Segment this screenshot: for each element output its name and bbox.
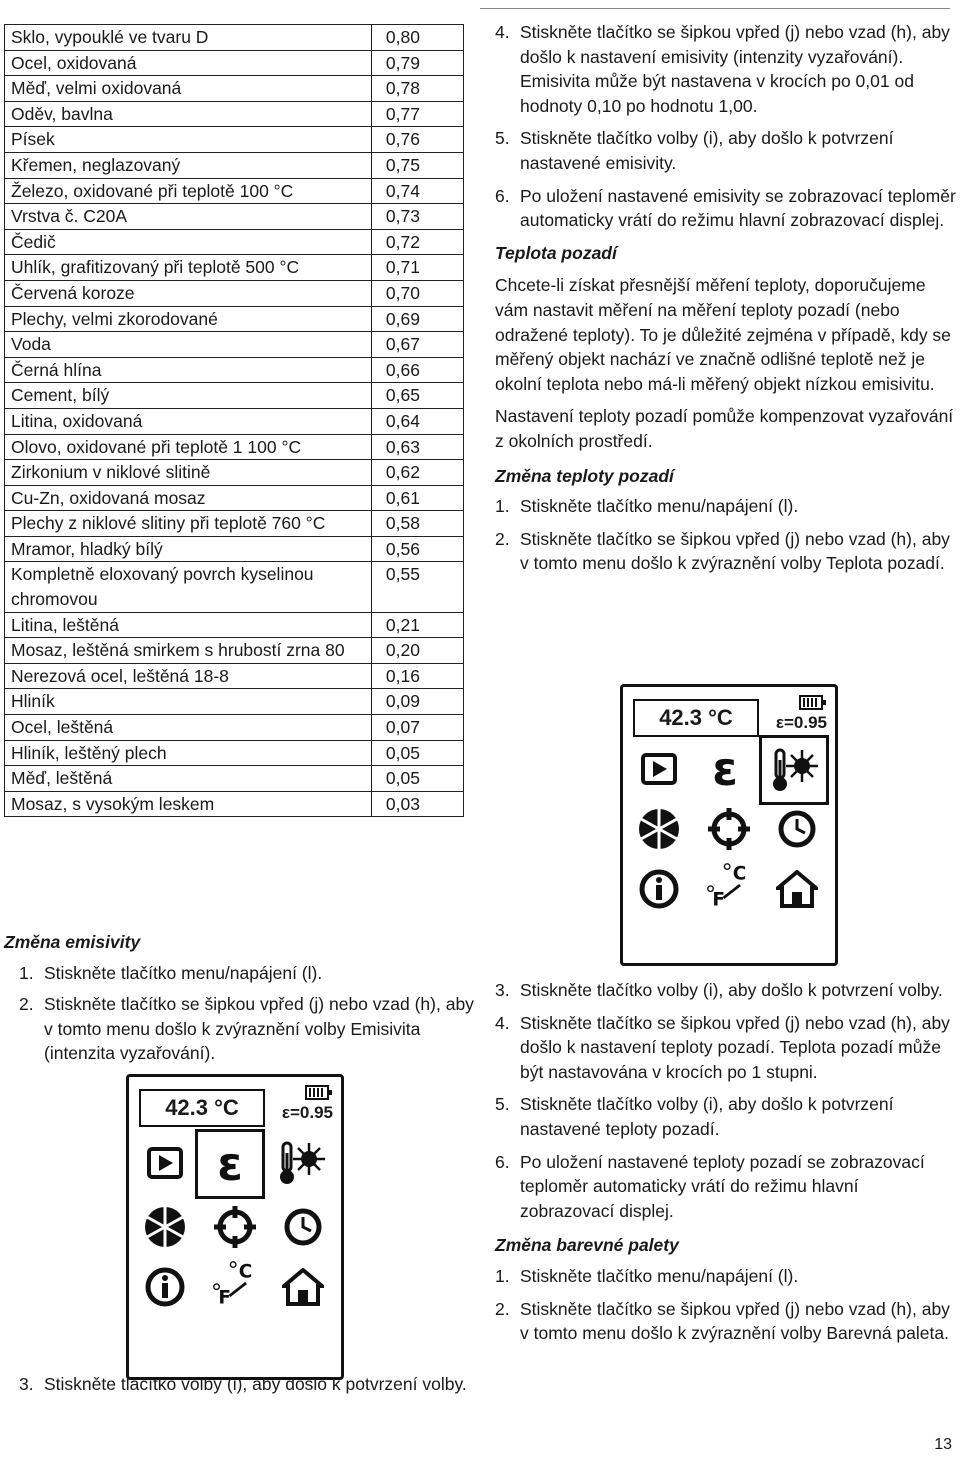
- material-cell: Hliník, leštěný plech: [5, 740, 372, 766]
- emissivity-value-cell: 0,66: [371, 357, 463, 383]
- material-cell: Čedič: [5, 229, 372, 255]
- emissivity-value-cell: 0,70: [371, 280, 463, 306]
- palette-icon: [635, 805, 683, 853]
- emissivity-value-cell: 0,03: [371, 791, 463, 817]
- background-paragraph-2: Nastavení teploty pozadí pomůže kompenzovat vyzařování z okolních prostředí.: [495, 406, 954, 451]
- list-item: 5. Stiskněte tlačítko volby (i), aby došlo k potvrzení nastavené teploty pozadí.: [495, 1094, 894, 1139]
- list-item: 1. Stiskněte tlačítko menu/napájení (l).: [19, 962, 323, 983]
- section-heading-change-background: Změna teploty pozadí: [495, 465, 674, 486]
- emissivity-value-cell: 0,65: [371, 383, 463, 409]
- table-row: [5, 485, 464, 511]
- emissivity-icon: [701, 745, 749, 793]
- table-row: [5, 152, 464, 178]
- emissivity-value-cell: 0,69: [371, 306, 463, 332]
- emissivity-value-cell: 0,16: [371, 663, 463, 689]
- list-item: 2. Stiskněte tlačítko se šipkou vpřed (j) nebo vzad (h), aby v tomto menu došlo k zvýraznění volby Teplota pozadí.: [495, 528, 950, 574]
- home-icon: [773, 865, 821, 913]
- emissivity-value-cell: 0,58: [371, 511, 463, 537]
- section-heading-background: Teplota pozadí: [495, 242, 617, 263]
- list-item: 4. Stiskněte tlačítko se šipkou vpřed (j) nebo vzad (h), aby došlo k nastavení emisivity (intenzity vyzařování). Emisivita může být nastavena v krocích po 0,01 od hodnoty 0,10 po hodnotu 1,00.: [495, 22, 950, 116]
- material-cell: Vrstva č. C20A: [5, 204, 372, 230]
- material-cell: Písek: [5, 127, 372, 153]
- emissivity-readout: ε=0.95: [281, 1103, 333, 1122]
- table-row: [5, 383, 464, 409]
- battery-icon: [799, 695, 823, 710]
- list-item: 3. Stiskněte tlačítko volby (i), aby došlo k potvrzení volby.: [19, 1374, 467, 1394]
- list-item: 2. Stiskněte tlačítko se šipkou vpřed (j) nebo vzad (h), aby v tomto menu došlo k zvýraznění volby Emisivita (intenzita vyzařování).: [19, 994, 474, 1064]
- info-icon: [635, 865, 683, 913]
- material-cell: Plechy, velmi zkorodované: [5, 306, 372, 332]
- left-step-3: [4, 1372, 474, 1397]
- clock-icon: [773, 805, 821, 853]
- table-row: [5, 791, 464, 817]
- emissivity-value-cell: 0,07: [371, 715, 463, 741]
- table-row: [5, 229, 464, 255]
- material-cell: Mosaz, leštěná smirkem s hrubostí zrna 80: [5, 638, 372, 664]
- top-rule: [480, 8, 950, 9]
- battery-icon: [305, 1085, 329, 1100]
- svg-text:F: F: [712, 889, 725, 911]
- material-cell: Litina, leštěná: [5, 612, 372, 638]
- emissivity-steps: [4, 961, 474, 1066]
- table-row: [5, 332, 464, 358]
- material-cell: Nerezová ocel, leštěná 18-8: [5, 663, 372, 689]
- table-row: [5, 255, 464, 281]
- emissivity-value-cell: 0,71: [371, 255, 463, 281]
- material-cell: Měď, velmi oxidovaná: [5, 76, 372, 102]
- emissivity-value-cell: 0,74: [371, 178, 463, 204]
- emissivity-value-cell: 0,79: [371, 50, 463, 76]
- emissivity-icon: [195, 1129, 265, 1199]
- svg-text:C: C: [732, 863, 747, 885]
- play-icon: [141, 1139, 189, 1187]
- material-cell: Měď, leštěná: [5, 766, 372, 792]
- table-row: [5, 25, 464, 51]
- table-row: [5, 766, 464, 792]
- right-column-bottom: [480, 978, 956, 1346]
- material-cell: Cu-Zn, oxidovaná mosaz: [5, 485, 372, 511]
- crosshair-icon: [211, 1203, 259, 1251]
- palette-steps: [480, 1264, 956, 1346]
- table-row: [5, 536, 464, 562]
- table-row: [5, 280, 464, 306]
- table-row: [5, 562, 464, 612]
- emissivity-value-cell: 0,76: [371, 127, 463, 153]
- list-item: 3. Stiskněte tlačítko volby (i), aby došlo k potvrzení volby.: [495, 980, 943, 1000]
- table-row: [5, 357, 464, 383]
- list-item: 2. Stiskněte tlačítko se šipkou vpřed (j) nebo vzad (h), aby v tomto menu došlo k zvýraznění volby Barevná paleta.: [495, 1298, 950, 1344]
- info-icon: [141, 1263, 189, 1311]
- emissivity-value-cell: 0,75: [371, 152, 463, 178]
- material-cell: Voda: [5, 332, 372, 358]
- table-row: [5, 127, 464, 153]
- emissivity-value-cell: 0,77: [371, 101, 463, 127]
- list-item: 4. Stiskněte tlačítko se šipkou vpřed (j) nebo vzad (h), aby došlo k nastavení teploty pozadí. Teplota pozadí může být nastavována v krocích po 1 stupni.: [495, 1012, 950, 1082]
- svg-text:ε: ε: [217, 1140, 243, 1188]
- material-cell: Červená koroze: [5, 280, 372, 306]
- emissivity-value-cell: 0,80: [371, 25, 463, 51]
- left-section: [4, 930, 474, 1066]
- change-background-steps: [480, 494, 956, 576]
- table-row: [5, 306, 464, 332]
- material-cell: Cement, bílý: [5, 383, 372, 409]
- emissivity-readout: ε=0.95: [775, 713, 827, 732]
- unit-toggle-icon: [705, 861, 753, 909]
- material-cell: Oděv, bavlna: [5, 101, 372, 127]
- page-number: 13: [934, 1436, 952, 1453]
- palette-icon: [141, 1203, 189, 1251]
- list-item: 6. Po uložení nastavené teploty pozadí se zobrazovací teploměr automaticky vrátí do režimu hlavní zobrazovací displej.: [495, 1151, 925, 1221]
- material-cell: Černá hlína: [5, 357, 372, 383]
- material-cell: Olovo, oxidované při teplotě 1 100 °C: [5, 434, 372, 460]
- home-icon: [279, 1263, 327, 1311]
- background-paragraph-1: Chcete-li získat přesnější měření teploty, doporučujeme vám nastavit měření na měření teploty pozadí (nebo odražené teploty). To je důležité zejména v případě, kdy se měřený objekt nachází ve značně odlišné teplotě než je okolní teplota nebo má-li měřený objekt nízkou emisivitu.: [495, 275, 951, 394]
- emissivity-value-cell: 0,61: [371, 485, 463, 511]
- device-display-emissivity: [126, 1074, 344, 1380]
- emissivity-value-cell: 0,20: [371, 638, 463, 664]
- list-item: 6. Po uložení nastavené emisivity se zobrazovací teploměr automaticky vrátí do režimu hlavní zobrazovací displej.: [495, 185, 956, 231]
- table-row: [5, 511, 464, 537]
- list-item: 1. Stiskněte tlačítko menu/napájení (l).: [495, 496, 799, 517]
- emissivity-value-cell: 0,78: [371, 76, 463, 102]
- emissivity-value-cell: 0,67: [371, 332, 463, 358]
- emissivity-value-cell: 0,55: [371, 562, 463, 612]
- table-row: [5, 612, 464, 638]
- material-cell: Zirkonium v niklové slitině: [5, 460, 372, 486]
- list-item: 5. Stiskněte tlačítko volby (i), aby došlo k potvrzení nastavené emisivity.: [495, 128, 894, 173]
- emissivity-value-cell: 0,64: [371, 408, 463, 434]
- section-heading-emissivity: Změna emisivity: [4, 932, 141, 952]
- clock-icon: [279, 1203, 327, 1251]
- emissivity-value-cell: 0,63: [371, 434, 463, 460]
- emissivity-value-cell: 0,09: [371, 689, 463, 715]
- emissivity-value-cell: 0,21: [371, 612, 463, 638]
- material-cell: Plechy z niklové slitiny při teplotě 760 °C: [5, 511, 372, 537]
- material-cell: Ocel, oxidovaná: [5, 50, 372, 76]
- unit-toggle-icon: [211, 1259, 259, 1307]
- material-cell: Mosaz, s vysokým leskem: [5, 791, 372, 817]
- emissivity-value-cell: 0,73: [371, 204, 463, 230]
- table-row: [5, 715, 464, 741]
- table-row: [5, 178, 464, 204]
- table-row: [5, 434, 464, 460]
- change-background-steps-continued: [480, 978, 956, 1223]
- table-row: [5, 76, 464, 102]
- table-row: [5, 408, 464, 434]
- right-column-top: [480, 20, 956, 576]
- table-row: [5, 740, 464, 766]
- crosshair-icon: [705, 805, 753, 853]
- svg-text:C: C: [238, 1261, 253, 1283]
- list-item: 1. Stiskněte tlačítko menu/napájení (l).: [495, 1265, 799, 1286]
- material-cell: Sklo, vypouklé ve tvaru D: [5, 25, 372, 51]
- emissivity-value-cell: 0,56: [371, 536, 463, 562]
- device-display-background: [620, 684, 838, 966]
- emissivity-value-cell: 0,05: [371, 766, 463, 792]
- material-cell: Uhlík, grafitizovaný při teplotě 500 °C: [5, 255, 372, 281]
- table-row: [5, 689, 464, 715]
- table-row: [5, 663, 464, 689]
- emissivity-steps-continued: [480, 20, 956, 233]
- material-cell: Litina, oxidovaná: [5, 408, 372, 434]
- background-temperature-icon: [277, 1139, 325, 1187]
- temperature-readout: 42.3 °C: [139, 1089, 265, 1127]
- svg-text:F: F: [218, 1287, 231, 1309]
- material-cell: Mramor, hladký bílý: [5, 536, 372, 562]
- background-temperature-icon: [759, 735, 829, 805]
- table-row: [5, 204, 464, 230]
- material-cell: Ocel, leštěná: [5, 715, 372, 741]
- emissivity-value-cell: 0,62: [371, 460, 463, 486]
- svg-text:ε: ε: [712, 745, 738, 793]
- material-cell: Křemen, neglazovaný: [5, 152, 372, 178]
- section-heading-palette: Změna barevné palety: [495, 1235, 679, 1256]
- play-icon: [635, 745, 683, 793]
- material-cell: Kompletně eloxovaný povrch kyselinou chromovou: [5, 562, 372, 612]
- table-row: [5, 101, 464, 127]
- material-cell: Železo, oxidované při teplotě 100 °C: [5, 178, 372, 204]
- table-row: [5, 50, 464, 76]
- table-row: [5, 638, 464, 664]
- material-cell: Hliník: [5, 689, 372, 715]
- emissivity-value-cell: 0,05: [371, 740, 463, 766]
- emissivity-value-cell: 0,72: [371, 229, 463, 255]
- temperature-readout: 42.3 °C: [633, 699, 759, 737]
- emissivity-table: [4, 24, 464, 817]
- table-row: [5, 460, 464, 486]
